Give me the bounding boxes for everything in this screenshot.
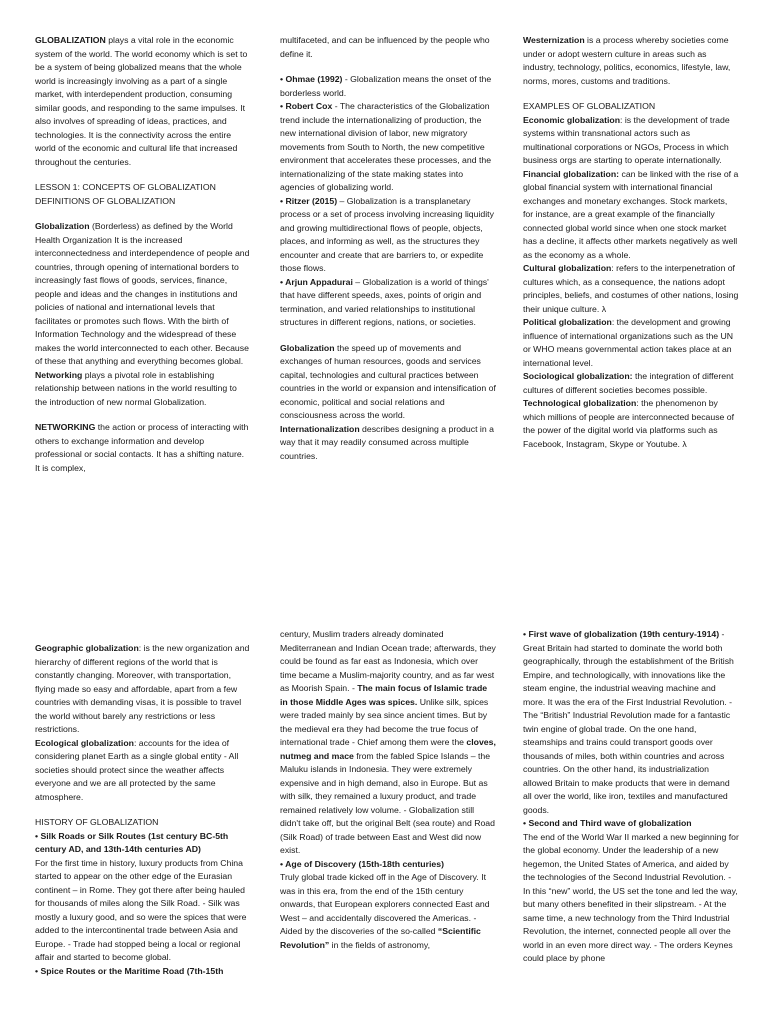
- column-2: [280, 34, 496, 463]
- globalization-speedup: Globalization the speed up of movements and exchanges of human resources, goods and services capital, technologies and cultural practices between countries in the world or expansion and intensification of economic, political and social relations and consciousness across the world.: [280, 342, 496, 420]
- ohmae-definition: • Ohmae (1992) - Globalization means the onset of the borderless world.: [280, 74, 492, 98]
- appadurai-definition: • Arjun Appadurai – Globalization is a world of things' that have different speeds, axes, points of origin and termination, and varied relationships to institutional structures in different regions, nations, or societies.: [280, 276, 489, 327]
- spice-routes-heading: • Spice Routes or the Maritime Road (7th-15th: [35, 965, 224, 976]
- westernization-definition: Westernization is a process whereby societies come under or adopt western culture in areas such as industry, technology, politics, economics, lifestyle, law, norms, mores, customs and traditions.: [523, 35, 731, 86]
- examples-title: EXAMPLES OF GLOBALIZATION: [523, 101, 656, 111]
- cox-definition: • Robert Cox - The characteristics of the Globalization trend include the internationalizing of production, the new international division of labor, new migratory movements from South to North, the new competitive environment that accelerates these processes, and the internationalizing of the state making states into agencies of globalizing world.: [280, 101, 492, 192]
- column-4: [35, 642, 251, 978]
- financial-globalization: Financial globalization: can be linked with the rise of a global financial system with international financial exchanges and monetary exchanges. Stock markets, for instance, are a great example of the financially connected global world since when one stock market has a decline, it affects other markets negatively as well as the economy as a whole.: [523, 168, 739, 260]
- age-of-discovery-heading: • Age of Discovery (15th-18th centuries): [280, 858, 444, 869]
- globalization-definition: Globalization (Borderless) as defined by the World Health Organization It is the increased interconnectedness and interdependence of people and countries, through opening of international borders to increasingly fast flows of goods, services, finance, people and ideas and the changes in institutions and policies of national and international levels that facilitates or promotes such flows. With the birth of Information Technology and the widespread of these makes the world interconnected to each other. Because of these that anything and everything becomes global. Networking plays a pivotal role in establishing relationship between nations in the world resulting to the introduction of new normal Globalization.: [35, 221, 250, 407]
- second-third-wave-text: The end of the World War II marked a new beginning for the global economy. Under the leadership of a new hegemon, the United States of America, and aided by the technologies of the Second Industrial Revolution. - In this “new” world, the US set the tone and led the way, but many others benefited in their slipstream. - At the same time, a new technology from the Third Industrial Revolution, the internet, connected people all over the world in an even more direct way. - The orders Keynes could place by phone: [523, 831, 739, 963]
- column-3: [523, 34, 739, 451]
- silk-roads-heading: • Silk Roads or Silk Routes (1st century BC-5th century AD, and 13th-14th centuries AD): [35, 830, 229, 854]
- term-globalization: GLOBALIZATION: [35, 35, 106, 45]
- networking-definition: NETWORKING the action or process of interacting with others to exchange information and develop professional or social contacts. It has a shifting nature. It is complex,: [35, 422, 249, 473]
- political-globalization: Political globalization: the development and growing influence of international organizations such as the UN or WHO means governmental action takes place at an international level.: [523, 317, 734, 368]
- geographic-globalization: Geographic globalization: is the new organization and hierarchy of different regions of the world that is constantly changing. Moreover, with transportation, flying made so easy and affordable, apart from a few countries with demanding visas, it is possible to travel the world without barely any restrictions or less restrictions.: [35, 643, 250, 734]
- ritzer-definition: • Ritzer (2015) – Globalization is a transplanetary process or a set of process involving increasing liquidity and growing multidirectional flows of people, objects, places, and informing as well, as the structures they encounter and create that are barriers to, or expedite those flows.: [280, 195, 494, 273]
- economic-globalization: Economic globalization: is the development of trade systems within transnational actors such as multinational corporations or NGOs, Process in which business orgs are starting to operate internationally.: [523, 114, 730, 165]
- spice-routes-text: century, Muslim traders already dominated Mediterranean and Indian Ocean trade; afterwards, they could be found as far east as Indonesia, which over time became a Muslim-majority country, and as far west as Moorish Spain. - The main focus of Islamic trade in those Middle Ages was spices. Unlike silk, spices were traded mainly by sea since ancient times. But by the medieval era they had become the true focus of international trade - Chief among them were the cloves, nutmeg and mace from the fabled Spice Islands – the Maluku islands in Indonesia. They were extremely expensive and in high demand, also in Europe. But as with silk, they remained a luxury product, and trade remained relatively low volume. - Globalization still didn't take off, but the original Belt (sea route) and Road (Silk Road) of trade between East and West did now exist.: [280, 629, 496, 855]
- lesson-title: LESSON 1: CONCEPTS OF GLOBALIZATION: [35, 182, 216, 192]
- cultural-globalization: Cultural globalization: refers to the interpenetration of cultures which, as a consequence, the nations adopt principles, beliefs, and costumes of other nations, losing their unique culture. λ: [523, 263, 739, 314]
- column-5: [280, 628, 496, 952]
- intro-paragraph: GLOBALIZATION plays a vital role in the economic system of the world. The world economy which is set to be a system of being globalized means that the whole world is increasingly involving as a part of a single market, with interdependent production, consuming similar goods, and responding to the same impulses. It also involves of spreading of ideas, practices, and technologies. It is the connectivity across the entire world of the economic and cultural life that increased throughout the centuries.: [35, 35, 248, 167]
- column-1: [35, 34, 251, 487]
- definitions-title: DEFINITIONS OF GLOBALIZATION: [35, 195, 176, 206]
- second-third-wave-heading: • Second and Third wave of globalization: [523, 818, 692, 828]
- first-wave-text: • First wave of globalization (19th century-1914) - Great Britain had started to dominate the world both geographically, through the establishment of the British Empire, and technologically, with innovations like the steam engine, the industrial weaving machine and more. It was the era of the First Industrial Revolution. - The “British” Industrial Revolution made for a fantastic twin engine of global trade. On the one hand, steamships and trains could transport goods over thousands of miles, both within countries and across countries. On the other hand, its industrialization allowed Britain to make products that were in demand all over the world, like iron, textiles and manufactured goods.: [523, 629, 734, 815]
- ecological-globalization: Ecological globalization: accounts for the idea of considering planet Earth as a single global entity - All societies should protect since the weather affects everyone and we are all protected by the same atmosphere.: [35, 737, 239, 802]
- technological-globalization: Technological globalization: the phenomenon by which millions of people are interconnected because of the power of the digital world via platforms such as Facebook, Instagram, Skype or Youtube. λ: [523, 398, 735, 449]
- continued-paragraph: multifaceted, and can be influenced by the people who define it.: [280, 35, 490, 59]
- history-title: HISTORY OF GLOBALIZATION: [35, 817, 159, 827]
- silk-roads-text: For the first time in history, luxury products from China started to appear on the other edge of the Eurasian continent – in Rome. They got there after being hauled for thousands of miles along the Silk Road. - Silk was mostly a luxury good, and so were the spices that were added to the intercontinental trade between Asia and Europe. - Trade had stopped being a local or regional affair and started to become global.: [35, 857, 247, 962]
- column-6: [523, 628, 739, 966]
- age-of-discovery-text: Truly global trade kicked off in the Age of Discovery. It was in this era, from the end of the 15th century onwards, that European explorers connected East and West – and accidentally discovered the Americas. - Aided by the discoveries of the so-called “Scientific Revolution” in the fields of astronomy,: [280, 872, 490, 950]
- internationalization-definition: Internationalization describes designing a product in a way that it may readily consumed across multiple countries.: [280, 423, 494, 461]
- sociological-globalization: Sociological globalization: the integration of different cultures of different societies becomes possible.: [523, 371, 734, 395]
